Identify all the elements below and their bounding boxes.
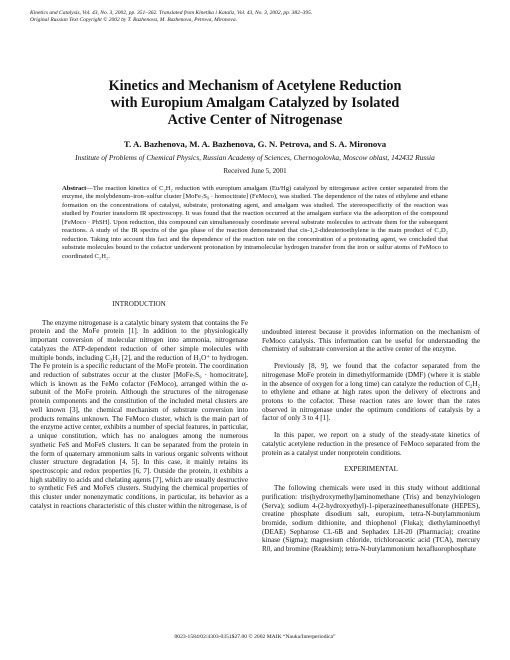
abstract-label: Abstract: [62, 185, 87, 192]
scope-paragraph: In this paper, we report on a study of the steady-state kinetics of catalytic acetylene reduction in the presence of FeMoco separated from the protein as a catalyst under nonprotein conditions.: [262, 431, 480, 457]
title-line-2: with Europium Amalgam Catalyzed by Isolated: [110, 95, 400, 111]
intro-paragraph: The enzyme nitrogenase is a catalytic binary system that contains the Fe protein and the MoFe protein [1]. In addition to the physiologically important conversion of molecular nitrogen into ammonia, nitrogenase catalyzes the ATP-dependent reduction of other simple molecules with multiple bonds, including C₂H₂ [2], and the reduction of H₃O⁺ to hydrogen. The Fe protein is a specific reductant of the MoFe protein. The coordination and reduction of substrates occur at the cluster [MoFe₇S₉ · homocitrate], which is known as the FeMo cofactor (FeMoco), arranged within the α-subunit of the MoFe protein. Although the structures of the nitrogenase protein components and the constitution of the included metal clusters are well known [3], the chemical mechanism of substrate conversion into products remains unknown. The FeMoco cluster, which is the main part of the enzyme active center, exhibits a number of special features, in particular, a unique constitution, which has no analogues among the numerous synthetic FeS and MoFeS clusters. It can be separated from the protein in the form of quaternary ammonium salts in various organic solvents without cluster structure degradation [4, 5]. In this case, it mainly retains its spectroscopic and redox properties [6, 7]. Outside the protein, it exhibits a high stability to acids and chelating agents [7], which are usually destructive to synthetic FeS and MoFeS clusters. Studying the chemical properties of this cluster under nonenzymatic conditions, in particular, its behavior as a catalyst in reactions characteristic of this cluster within the nitrogenase, is of: [30, 318, 248, 510]
title-line-3: Active Center of Nitrogenase: [167, 112, 343, 128]
journal-header: [30, 10, 480, 24]
header-line-2: Original Russian Text Copyright © 2002 by T. Bazhenova, M. Bazhenova, Petrova, Mironova.: [30, 17, 237, 23]
chemicals-paragraph: The following chemicals were used in this study without additional purification: tris(hydroxymethyl)aminomethane (Tris) and benzylviologen (Serva); sodium 4-(2-hydroxyethyl)-1-piperazineethanesulfonate (HEPES), creatine phosphate disodium salt, europium, tetra-N-butylammonium bromide, sodium dithionite, and thiophenol (Fluka); diethylaminoethyl (DEAE) Sepharose CL-6B and Sephadex LH-20 (Pharmacia); creatine kinase (Sigma); magnesium chloride, trichloroacetic acid (TCA), mercury R0, and bromine (Reakhim); tetra-N-butylammonium hexafluorophosphate: [262, 484, 480, 554]
article-title: [30, 78, 480, 129]
section-heading-experimental: EXPERIMENTAL: [344, 465, 398, 474]
author-list: T. A. Bazhenova, M. A. Bazhenova, G. N. Petrova, and S. A. Mironova: [123, 139, 387, 149]
affiliation: Institute of Problems of Chemical Physics, Russian Academy of Sciences, Chernogolovka, Moscow oblast, 142432 Russia: [75, 153, 435, 162]
section-heading-introduction: INTRODUCTION: [112, 300, 166, 308]
received-date: Received June 5, 2001: [223, 167, 287, 175]
previous-work-paragraph: Previously [8, 9], we found that the cofactor separated from the nitrogenase MoFe protein in dimethylformamide (DMF) (where it is stable in the absence of oxygen for a long time) can catalyze the reduction of C₂H₂ to ethylene and ethane at high rates upon the delivery of electrons and protons to the cofactor. These reaction rates are lower than the rates observed in nitrogenase under the optimum conditions of catalysis by a factor of only 3 to 4 [1].: [262, 362, 480, 423]
copyright-footer: 0023-1584/02/4303-0351$27.00 © 2002 MAIK “Nauka/Interperiodica”: [174, 634, 336, 640]
right-column: [262, 328, 480, 562]
title-line-1: Kinetics and Mechanism of Acetylene Reduction: [108, 78, 402, 94]
left-column: [30, 300, 248, 519]
continued-paragraph: undoubted interest because it provides information on the mechanism of FeMoco catalysis. This information can be useful for understanding the chemistry of substrate conversion at the active center of the enzyme.: [262, 328, 480, 354]
header-line-1: Kinetics and Catalysis, Vol. 43, No. 3, 2002, pp. 351–362. Translated from Kinetika i Kataliz, Vol. 43, No. 3, 2002, pp. 382–395.: [30, 10, 313, 16]
abstract: [62, 185, 448, 261]
abstract-text: —The reaction kinetics of C₂H₂ reduction with europium amalgam (Eu/Hg) catalyzed by nitrogenase active center separated from the enzyme, the molybdenum–iron–sulfur cluster [MoFe₇S₉ · homocitrate] (FeMoco), was studied. The dependence of the rates of ethylene and ethane formation on the concentrations of catalyst, substrate, protonating agent, and amalgam was studied. The stereospecificity of the reaction was studied by Fourier transform IR spectroscopy. It was found that the reaction occurred at the amalgam surface via the adsorption of the compound [FeMoco · PhSH]. Upon reduction, this compound can simultaneously coordinate several substrate molecules to activate them for the subsequent reactions. A study of the IR spectra of the gas phase of the reaction demonstrated that cis-1,2-dideuterioethylene is the main product of C₂D₂ reduction. Taking into account this fact and the dependence of the reaction rate on the concentration of a protonating agent, we concluded that substrate molecules bound to the cofactor underwent protonation by intramolecular hydrogen transfer from the iron or sulfur atoms of FeMoco to coordinated C₂H₂.: [62, 185, 448, 260]
